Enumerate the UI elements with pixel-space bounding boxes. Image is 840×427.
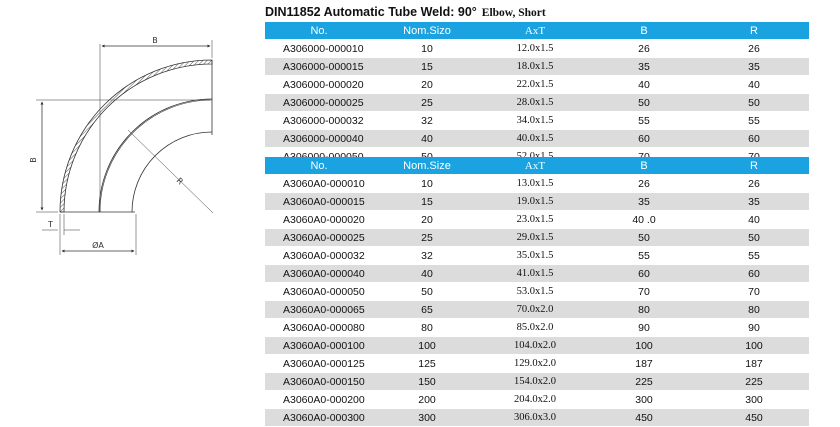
cell-nom-size: 25 — [373, 94, 481, 112]
cell-axt: 13.0x1.5 — [481, 175, 589, 193]
cell-part-no: A3060A0-000040 — [265, 265, 373, 283]
cell-part-no: A306000-000010 — [265, 40, 373, 58]
b-top-label: B — [152, 36, 158, 45]
cell-r: 90 — [699, 319, 809, 337]
cell-r: 450 — [699, 409, 809, 427]
header-axt: AxT — [481, 157, 589, 175]
cell-b: 55 — [589, 112, 699, 130]
cell-r: 300 — [699, 391, 809, 409]
cell-axt: 12.0x1.5 — [481, 40, 589, 58]
elbow-drawing — [0, 0, 250, 300]
cell-b: 55 — [589, 247, 699, 265]
cell-part-no: A3060A0-000010 — [265, 175, 373, 193]
table-row — [265, 94, 809, 112]
cell-axt: 154.0x2.0 — [481, 373, 589, 391]
elbow-wall — [60, 60, 212, 212]
cell-r: 100 — [699, 337, 809, 355]
cell-part-no: A306000-000032 — [265, 112, 373, 130]
table-row — [265, 40, 809, 58]
cell-axt: 104.0x2.0 — [481, 337, 589, 355]
cell-r: 55 — [699, 247, 809, 265]
cell-r: 40 — [699, 211, 809, 229]
cell-b: 187 — [589, 355, 699, 373]
table-row — [265, 319, 809, 337]
cell-nom-size: 50 — [373, 283, 481, 301]
cell-r: 187 — [699, 355, 809, 373]
cell-r: 40 — [699, 76, 809, 94]
header-nom-size: Nom.Sizo — [373, 22, 481, 40]
header-no: No. — [265, 157, 373, 175]
cell-b: 100 — [589, 337, 699, 355]
cell-b: 225 — [589, 373, 699, 391]
title-sub: Elbow, Short — [481, 7, 546, 19]
cell-part-no: A3060A0-000125 — [265, 355, 373, 373]
r-label: R — [174, 176, 185, 187]
cell-r: 70 — [699, 283, 809, 301]
cell-part-no: A3060A0-000100 — [265, 337, 373, 355]
cell-part-no: A3060A0-000150 — [265, 373, 373, 391]
cell-nom-size: 80 — [373, 319, 481, 337]
cell-axt: 23.0x1.5 — [481, 211, 589, 229]
table-row — [265, 391, 809, 409]
cell-r: 55 — [699, 112, 809, 130]
cell-b: 90 — [589, 319, 699, 337]
cell-r: 50 — [699, 229, 809, 247]
table-header-row — [265, 157, 809, 175]
cell-nom-size: 20 — [373, 211, 481, 229]
table-row — [265, 175, 809, 193]
cell-nom-size: 32 — [373, 112, 481, 130]
cell-nom-size: 20 — [373, 76, 481, 94]
cell-nom-size: 40 — [373, 130, 481, 148]
cell-b: 450 — [589, 409, 699, 427]
cell-axt: 204.0x2.0 — [481, 391, 589, 409]
cell-axt: 22.0x1.5 — [481, 76, 589, 94]
header-b: B — [589, 22, 699, 40]
cell-b: 60 — [589, 265, 699, 283]
cell-nom-size: 15 — [373, 193, 481, 211]
cell-axt: 129.0x2.0 — [481, 355, 589, 373]
cell-part-no: A3060A0-000015 — [265, 193, 373, 211]
cell-part-no: A306000-000015 — [265, 58, 373, 76]
header-b: B — [589, 157, 699, 175]
cell-r: 26 — [699, 40, 809, 58]
cell-nom-size: 15 — [373, 58, 481, 76]
cell-axt: 18.0x1.5 — [481, 58, 589, 76]
header-r: R — [699, 157, 809, 175]
page-title — [265, 2, 546, 22]
cell-r: 60 — [699, 130, 809, 148]
cell-axt: 19.0x1.5 — [481, 193, 589, 211]
header-nom-size: Nom.Size — [373, 157, 481, 175]
table-row — [265, 409, 809, 427]
cell-axt: 35.0x1.5 — [481, 247, 589, 265]
cell-r: 35 — [699, 58, 809, 76]
cell-nom-size: 65 — [373, 301, 481, 319]
cell-nom-size: 10 — [373, 175, 481, 193]
cell-part-no: A3060A0-000300 — [265, 409, 373, 427]
cell-b: 26 — [589, 175, 699, 193]
cell-b: 60 — [589, 130, 699, 148]
cell-b: 40 — [589, 76, 699, 94]
cell-b: 80 — [589, 301, 699, 319]
cell-part-no: A3060A0-000050 — [265, 283, 373, 301]
table-row — [265, 355, 809, 373]
cell-part-no: A3060A0-000065 — [265, 301, 373, 319]
title-main: DIN11852 Automatic Tube Weld: 90° — [265, 5, 477, 19]
table-row — [265, 283, 809, 301]
cell-axt: 70.0x2.0 — [481, 301, 589, 319]
cell-b: 300 — [589, 391, 699, 409]
cell-part-no: A3060A0-000200 — [265, 391, 373, 409]
cell-nom-size: 10 — [373, 40, 481, 58]
cell-nom-size: 40 — [373, 265, 481, 283]
table-row — [265, 301, 809, 319]
table-row — [265, 337, 809, 355]
cell-r: 35 — [699, 193, 809, 211]
cell-nom-size: 100 — [373, 337, 481, 355]
header-axt: AxT — [481, 22, 589, 40]
cell-part-no: A306000-000040 — [265, 130, 373, 148]
table-row — [265, 193, 809, 211]
cell-r: 26 — [699, 175, 809, 193]
table-row — [265, 58, 809, 76]
header-r: R — [699, 22, 809, 40]
table-row — [265, 229, 809, 247]
cell-axt: 40.0x1.5 — [481, 130, 589, 148]
cell-part-no: A3060A0-000020 — [265, 211, 373, 229]
cell-axt: 85.0x2.0 — [481, 319, 589, 337]
cell-axt: 41.0x1.5 — [481, 265, 589, 283]
cell-axt: 28.0x1.5 — [481, 94, 589, 112]
cell-b: 35 — [589, 58, 699, 76]
cell-r: 225 — [699, 373, 809, 391]
cell-part-no: A306000-000020 — [265, 76, 373, 94]
cell-r: 80 — [699, 301, 809, 319]
table-row — [265, 76, 809, 94]
cell-axt: 34.0x1.5 — [481, 112, 589, 130]
cell-b: 26 — [589, 40, 699, 58]
t-label: T — [48, 220, 53, 229]
table-row — [265, 265, 809, 283]
cell-nom-size: 200 — [373, 391, 481, 409]
table-row — [265, 247, 809, 265]
cell-part-no: A306000-000025 — [265, 94, 373, 112]
cell-b: 50 — [589, 94, 699, 112]
cell-b: 70 — [589, 283, 699, 301]
cell-nom-size: 300 — [373, 409, 481, 427]
cell-part-no: A3060A0-000025 — [265, 229, 373, 247]
table-row — [265, 130, 809, 148]
table-header-row — [265, 22, 809, 40]
a-label: ØA — [92, 241, 104, 250]
table-row — [265, 112, 809, 130]
cell-part-no: A3060A0-000032 — [265, 247, 373, 265]
table-row — [265, 373, 809, 391]
cell-nom-size: 25 — [373, 229, 481, 247]
spec-table-1 — [265, 22, 809, 166]
cell-r: 50 — [699, 94, 809, 112]
cell-b: 40 .0 — [589, 211, 699, 229]
cell-b: 50 — [589, 229, 699, 247]
elbow-radius-arc — [100, 100, 212, 212]
cell-b: 35 — [589, 193, 699, 211]
cell-part-no: A3060A0-000080 — [265, 319, 373, 337]
cell-r: 60 — [699, 265, 809, 283]
header-no: No. — [265, 22, 373, 40]
cell-nom-size: 32 — [373, 247, 481, 265]
cell-axt: 306.0x3.0 — [481, 409, 589, 427]
cell-axt: 53.0x1.5 — [481, 283, 589, 301]
b-side-label: B — [29, 157, 38, 163]
cell-nom-size: 150 — [373, 373, 481, 391]
cell-nom-size: 125 — [373, 355, 481, 373]
spec-table-2 — [265, 157, 809, 427]
table-row — [265, 211, 809, 229]
cell-axt: 29.0x1.5 — [481, 229, 589, 247]
